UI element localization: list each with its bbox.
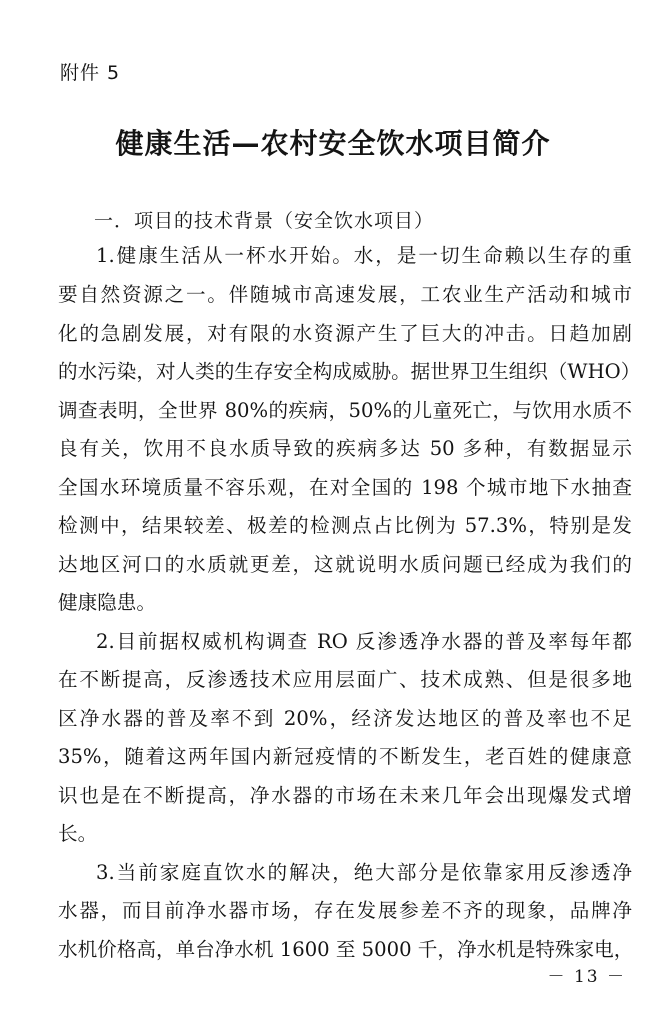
body-line: 区净水器的普及率不到 20%，经济发达地区的普及率也不足 xyxy=(58,707,632,730)
body-line: 1.健康生活从一杯水开始。水，是一切生命赖以生存的重 xyxy=(96,244,632,267)
body-line: 调查表明，全世界 80%的疾病，50%的儿童死亡，与饮用水质不 xyxy=(58,399,632,422)
document-title: 健康生活—农村安全饮水项目简介 xyxy=(115,127,551,160)
body-line: 健康隐患。 xyxy=(58,591,156,614)
body-line: 水机价格高，单台净水机 1600 至 5000 千，净水机是特殊家电， xyxy=(58,938,634,961)
page-number: － 13 － xyxy=(547,967,626,987)
body-line: 3.当前家庭直饮水的解决，绝大部分是依靠家用反渗透净 xyxy=(96,861,632,884)
section-heading: 一．项目的技术背景（安全饮水项目） xyxy=(94,210,435,232)
body-line: 达地区河口的水质就更差，这就说明水质问题已经成为我们的 xyxy=(58,553,632,576)
body-line: 化的急剧发展，对有限的水资源产生了巨大的冲击。日趋加剧 xyxy=(58,322,632,345)
body-line: 在不断提高，反渗透技术应用层面广、技术成熟、但是很多地 xyxy=(58,668,632,691)
body-line: 水器，而目前净水器市场，存在发展参差不齐的现象，品牌净 xyxy=(58,899,632,922)
body-line: 识也是在不断提高，净水器的市场在未来几年会出现爆发式增 xyxy=(58,784,632,807)
body-line: 全国水环境质量不容乐观，在对全国的 198 个城市地下水抽查 xyxy=(58,476,632,499)
body-line: 要自然资源之一。伴随城市高速发展，工农业生产活动和城市 xyxy=(58,283,632,306)
body-line: 2.目前据权威机构调查 RO 反渗透净水器的普及率每年都 xyxy=(96,630,632,653)
body-line: 35%，随着这两年国内新冠疫情的不断发生，老百姓的健康意 xyxy=(58,745,632,768)
body-line: 良有关，饮用不良水质导致的疾病多达 50 多种，有数据显示 xyxy=(58,437,632,460)
body-line: 的水污染，对人类的生存安全构成威胁。据世界卫生组织（WHO） xyxy=(58,360,641,383)
body-line: 检测中，结果较差、极差的检测点占比例为 57.3%，特别是发 xyxy=(58,514,632,537)
attachment-label: 附件 5 xyxy=(60,62,121,84)
body-line: 长。 xyxy=(58,822,98,845)
